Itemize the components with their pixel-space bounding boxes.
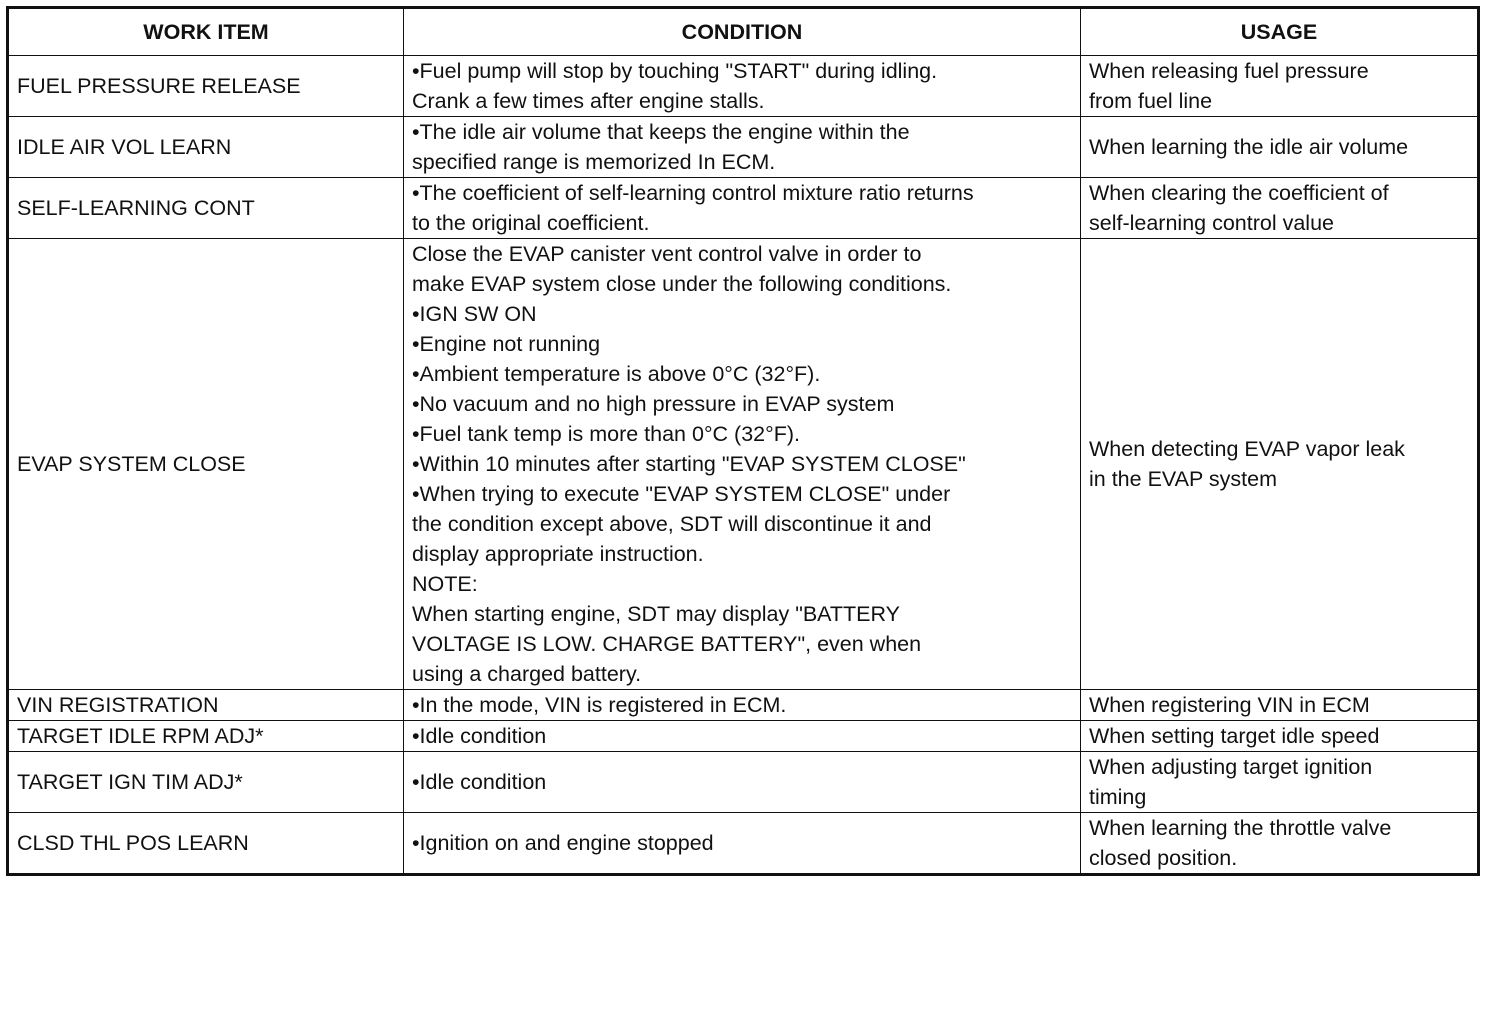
table-row	[8, 178, 1479, 239]
work-item-table	[6, 6, 1480, 876]
usage-cell	[1081, 56, 1479, 117]
condition-line: •Idle condition	[412, 724, 547, 748]
condition-cell	[404, 56, 1081, 117]
condition-line: •No vacuum and no high pressure in EVAP system	[412, 392, 895, 416]
usage-line: in the EVAP system	[1089, 467, 1278, 491]
usage-cell	[1081, 752, 1479, 813]
table-row	[8, 117, 1479, 178]
condition-line: •Fuel pump will stop by touching "START" during idling.	[412, 59, 938, 83]
condition-cell	[404, 239, 1081, 690]
usage-line: When adjusting target ignition	[1089, 755, 1373, 779]
usage-line: closed position.	[1089, 846, 1238, 870]
condition-cell	[404, 721, 1081, 752]
condition-line: specified range is memorized In ECM.	[412, 150, 776, 174]
table-row	[8, 690, 1479, 721]
condition-line: make EVAP system close under the following conditions.	[412, 272, 952, 296]
work-item-cell: EVAP SYSTEM CLOSE	[8, 239, 404, 690]
table-body	[8, 56, 1479, 875]
condition-line: the condition except above, SDT will discontinue it and	[412, 512, 932, 536]
condition-line: •When trying to execute "EVAP SYSTEM CLOSE" under	[412, 482, 951, 506]
condition-line: •Idle condition	[412, 770, 547, 794]
condition-line: to the original coefficient.	[412, 211, 650, 235]
condition-line: •IGN SW ON	[412, 302, 537, 326]
usage-line: from fuel line	[1089, 89, 1213, 113]
condition-cell	[404, 690, 1081, 721]
work-item-cell: CLSD THL POS LEARN	[8, 813, 404, 875]
usage-line: When releasing fuel pressure	[1089, 59, 1369, 83]
table-row	[8, 752, 1479, 813]
usage-line: When learning the idle air volume	[1089, 135, 1409, 159]
header-condition: CONDITION	[404, 8, 1081, 56]
usage-cell	[1081, 813, 1479, 875]
condition-line: •Ambient temperature is above 0°C (32°F).	[412, 362, 821, 386]
condition-line: Crank a few times after engine stalls.	[412, 89, 765, 113]
usage-cell	[1081, 239, 1479, 690]
usage-cell	[1081, 721, 1479, 752]
table-row	[8, 56, 1479, 117]
condition-line: NOTE:	[412, 572, 478, 596]
condition-line: •Engine not running	[412, 332, 601, 356]
condition-line: •The coefficient of self-learning control mixture ratio returns	[412, 181, 974, 205]
condition-line: •Within 10 minutes after starting "EVAP SYSTEM CLOSE"	[412, 452, 966, 476]
usage-line: When registering VIN in ECM	[1089, 693, 1370, 717]
usage-line: timing	[1089, 785, 1147, 809]
usage-line: self-learning control value	[1089, 211, 1334, 235]
condition-cell	[404, 178, 1081, 239]
condition-line: •In the mode, VIN is registered in ECM.	[412, 693, 787, 717]
condition-cell	[404, 752, 1081, 813]
usage-line: When detecting EVAP vapor leak	[1089, 437, 1405, 461]
usage-cell	[1081, 178, 1479, 239]
table-header	[8, 8, 1479, 56]
work-item-cell: IDLE AIR VOL LEARN	[8, 117, 404, 178]
condition-line: When starting engine, SDT may display "BATTERY	[412, 602, 901, 626]
work-item-cell: TARGET IDLE RPM ADJ*	[8, 721, 404, 752]
condition-line: •Fuel tank temp is more than 0°C (32°F).	[412, 422, 800, 446]
condition-line: Close the EVAP canister vent control valve in order to	[412, 242, 922, 266]
condition-line: display appropriate instruction.	[412, 542, 704, 566]
condition-line: using a charged battery.	[412, 662, 642, 686]
usage-line: When clearing the coefficient of	[1089, 181, 1389, 205]
condition-cell	[404, 117, 1081, 178]
table-row	[8, 813, 1479, 875]
work-item-cell: FUEL PRESSURE RELEASE	[8, 56, 404, 117]
usage-cell	[1081, 117, 1479, 178]
condition-line: •The idle air volume that keeps the engine within the	[412, 120, 910, 144]
table-row	[8, 239, 1479, 690]
usage-cell	[1081, 690, 1479, 721]
header-usage: USAGE	[1081, 8, 1479, 56]
header-work-item: WORK ITEM	[8, 8, 404, 56]
condition-cell	[404, 813, 1081, 875]
work-item-cell: VIN REGISTRATION	[8, 690, 404, 721]
table-row	[8, 721, 1479, 752]
work-item-cell: SELF-LEARNING CONT	[8, 178, 404, 239]
usage-line: When setting target idle speed	[1089, 724, 1380, 748]
usage-line: When learning the throttle valve	[1089, 816, 1392, 840]
condition-line: •Ignition on and engine stopped	[412, 831, 714, 855]
condition-line: VOLTAGE IS LOW. CHARGE BATTERY", even when	[412, 632, 922, 656]
work-item-cell: TARGET IGN TIM ADJ*	[8, 752, 404, 813]
header-row	[8, 8, 1479, 56]
